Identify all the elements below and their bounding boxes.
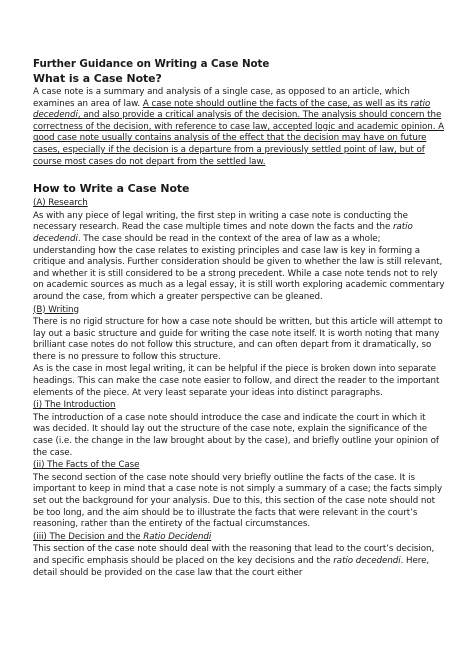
text-run: . The case should be read in the context of the area of law as a whole; understanding how the case relates to existing principles and case law is key in forming a critique and analysis. Further consideration should be given to whether the law is still relevant, and whether it is still considered to be a strong precedent. While a case note tends not to rely on academic sources as much as a legal essay, it is still worth exploring academic commentary around the case, from which a greater perspective can be gleaned. — [33, 233, 445, 302]
document-title: Further Guidance on Writing a Case Note — [33, 58, 270, 70]
subheading-writing: (B) Writing — [33, 304, 79, 315]
text-run: (iii) The Decision and the — [33, 531, 144, 542]
paragraph-facts: The second section of the case note should very briefly outline the facts of the case. It is important to keep in mind that a case note is not simply a summary of a case; the facts simply set out the background for your analysis. Due to this, this section of the case note should not be too long, and the aim should be to illustrate the facts that were relevant in the court’s reasoning, rather than the entirety of the factual circumstances. — [33, 472, 443, 530]
subheading-facts: (ii) The Facts of the Case — [33, 460, 140, 471]
paragraph-introduction: The introduction of a case note should introduce the case and indicate the court in which it was decided. It should lay out the structure of the case note, explain the significance of the case (i.e. the change in the law brought about by the case), and briefly outline your opinion of the case. — [33, 412, 439, 458]
text-run: This section of the case note should deal with the reasoning that lead to the court’s decision, and specific emphasis should be placed on the key decisions and the — [33, 544, 435, 566]
text-run: A case note is a summary and analysis of a single case, as opposed to an article, which examines an area of law. — [33, 87, 410, 109]
italic-term: Ratio Decidendi — [143, 531, 212, 542]
subheading-decision-ratio — [33, 532, 445, 544]
text-run: As with any piece of legal writing, the first step in writing a case note is conducting the necessary research. Read the case multiple times and note down the facts and the — [33, 210, 408, 233]
italic-term: ratio decedendi — [33, 98, 431, 121]
document-body — [33, 58, 445, 580]
paragraph-decision — [33, 544, 445, 579]
paragraph-writing-headings: As is the case in most legal writing, it can be helpful if the piece is broken down into separate headings. This can make the case note easier to follow, and direct the reader to the important elements of the piece. At very least separate your ideas into distinct paragraphs. — [33, 364, 440, 398]
text-run: A case note should outline the facts of the case, as well as its — [142, 98, 411, 109]
paragraph-case-note-definition — [33, 87, 445, 168]
section-heading-what-is-case-note: What is a Case Note? — [33, 72, 162, 85]
subheading-introduction: (i) The Introduction — [33, 400, 116, 411]
subheading-research: (A) Research — [33, 198, 88, 209]
text-run: , and also provide a critical analysis of the decision. The analysis should concern the correctness of the decision, with reference to case law, accepted logic and academic opinion. A good case note usually contains analysis of the effect that the decision may have on future cases, especially if the decision is a departure from a previously settled point of law, but of course most cases do not depart from the settled law. — [33, 110, 445, 167]
italic-term: ratio decedendi — [333, 555, 401, 566]
text-run: . Here, detail should be provided on the case law that the court either — [33, 555, 430, 578]
paragraph-writing-structure: There is no rigid structure for how a case note should be written, but this article will attempt to lay out a basic structure and guide for writing the case note itself. It is worth noting that many brilliant case notes do not follow this structure, and can often depart from it dramatically, so there is no pressure to follow this structure. — [33, 317, 443, 362]
paragraph-research — [33, 211, 445, 304]
section-heading-how-to-write: How to Write a Case Note — [33, 182, 190, 196]
italic-term: ratio decedendi — [33, 222, 413, 244]
